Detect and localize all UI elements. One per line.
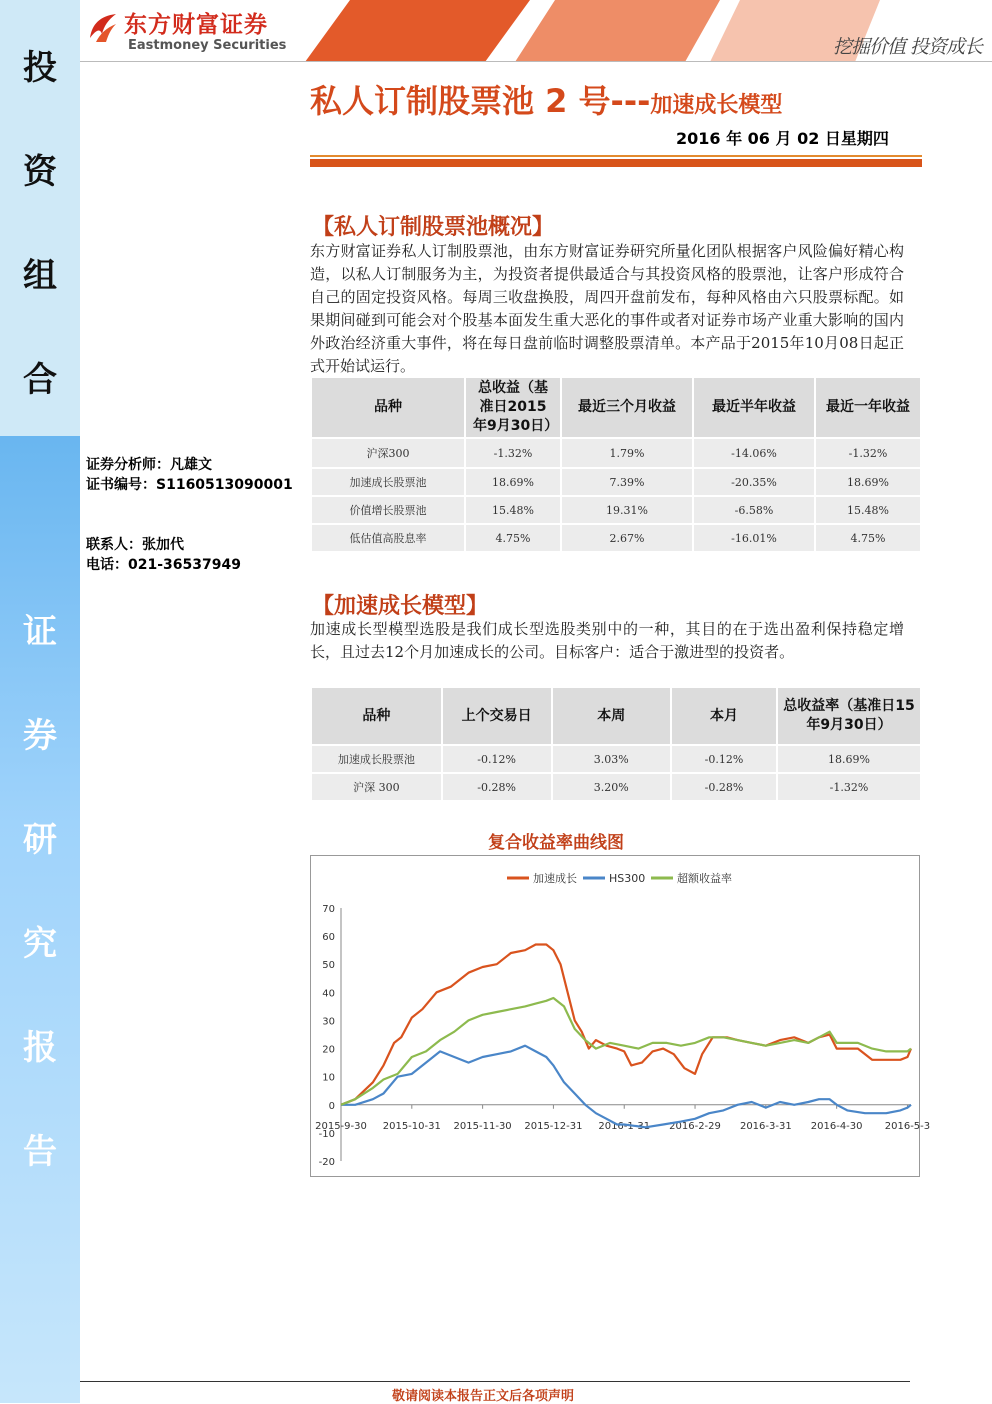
legend-label: 超额收益率 bbox=[677, 872, 732, 885]
table-header-cell: 上个交易日 bbox=[442, 687, 552, 745]
footer-disclaimer: 敬请阅读本报告正文后各项声明 bbox=[392, 1389, 575, 1404]
y-tick-label: 10 bbox=[322, 1072, 335, 1084]
sidebar-char: 投 bbox=[23, 48, 57, 88]
x-tick-label: 2015-11-30 bbox=[453, 1120, 512, 1132]
series-line-2 bbox=[341, 998, 911, 1105]
table-cell: -16.01% bbox=[693, 524, 815, 552]
sidebar-char: 资 bbox=[23, 152, 57, 192]
table-cell: 15.48% bbox=[465, 496, 561, 524]
table-cell: 7.39% bbox=[561, 468, 693, 496]
table-cell: 2.67% bbox=[561, 524, 693, 552]
x-tick-label: 2016-4-30 bbox=[810, 1120, 863, 1132]
x-tick-label: 2016-5-3 bbox=[884, 1120, 931, 1132]
table-cell: 沪深 300 bbox=[311, 773, 442, 801]
y-tick-label: 30 bbox=[322, 1016, 335, 1028]
table-cell: -1.32% bbox=[777, 773, 921, 801]
table-cell: 18.69% bbox=[777, 745, 921, 773]
table-header-row bbox=[311, 377, 921, 438]
y-tick-label: 70 bbox=[322, 904, 335, 915]
sidebar-char: 研 bbox=[23, 820, 57, 860]
page-subtitle: 加速成长模型 bbox=[650, 93, 783, 118]
sidebar-char: 证 bbox=[23, 612, 57, 652]
contact-name: 联系人：张加代 bbox=[86, 537, 184, 553]
table-cell: -6.58% bbox=[693, 496, 815, 524]
table-cell: 19.31% bbox=[561, 496, 693, 524]
brand-name-cn: 东方财富证券 bbox=[124, 12, 268, 38]
report-date: 2016 年 06 月 02 日星期四 bbox=[676, 129, 889, 148]
return-line-chart bbox=[311, 856, 931, 1176]
table-row bbox=[311, 773, 921, 801]
table-cell: 加速成长股票池 bbox=[311, 468, 465, 496]
table-cell: 沪深300 bbox=[311, 438, 465, 468]
table-cell: 18.69% bbox=[465, 468, 561, 496]
x-tick-label: 2015-12-31 bbox=[524, 1120, 583, 1132]
overview-table bbox=[310, 376, 922, 553]
series-line-1 bbox=[341, 1046, 911, 1128]
y-tick-label: 50 bbox=[322, 960, 335, 972]
contact-phone: 电话：021-36537949 bbox=[86, 557, 241, 573]
title-rule-thin bbox=[310, 155, 922, 157]
table-cell: -20.35% bbox=[693, 468, 815, 496]
table-header-cell: 本月 bbox=[671, 687, 777, 745]
table-header-cell: 总收益（基准日2015年9月30日） bbox=[465, 377, 561, 438]
title-rule-thick bbox=[310, 159, 922, 167]
chart-title: 复合收益率曲线图 bbox=[488, 833, 624, 853]
y-tick-label: 60 bbox=[322, 932, 335, 944]
brand-logo-icon bbox=[86, 10, 120, 44]
y-tick-label: 20 bbox=[322, 1044, 335, 1056]
analyst-cert: 证书编号：S1160513090001 bbox=[86, 477, 293, 493]
table-cell: -1.32% bbox=[815, 438, 921, 468]
table-cell: -0.28% bbox=[671, 773, 777, 801]
footer-divider bbox=[80, 1381, 910, 1382]
table-cell: -0.12% bbox=[442, 745, 552, 773]
table-header-cell: 品种 bbox=[311, 377, 465, 438]
x-tick-label: 2016-2-29 bbox=[669, 1120, 721, 1132]
model-table bbox=[310, 686, 922, 802]
slogan: 挖掘价值 投资成长 bbox=[832, 36, 982, 58]
sidebar-char: 告 bbox=[23, 1132, 57, 1172]
table-header-cell: 最近半年收益 bbox=[693, 377, 815, 438]
table-cell: -0.12% bbox=[671, 745, 777, 773]
y-tick-label: -20 bbox=[318, 1157, 335, 1168]
table-header-cell: 本周 bbox=[552, 687, 671, 745]
brand-name-en: Eastmoney Securities bbox=[128, 38, 287, 53]
table-row bbox=[311, 524, 921, 552]
sidebar-char: 报 bbox=[23, 1028, 57, 1068]
chart-frame bbox=[310, 855, 931, 1177]
table-row bbox=[311, 496, 921, 524]
sidebar-char: 合 bbox=[23, 360, 57, 400]
x-tick-label: 2016-1-31 bbox=[598, 1120, 651, 1132]
table-cell: -1.32% bbox=[465, 438, 561, 468]
table-cell: -0.28% bbox=[442, 773, 552, 801]
sidebar-char: 券 bbox=[23, 716, 57, 756]
table-row bbox=[311, 745, 921, 773]
header-divider bbox=[80, 61, 992, 62]
table-cell: 低估值高股息率 bbox=[311, 524, 465, 552]
series-line-0 bbox=[341, 945, 911, 1105]
analyst-name: 证券分析师：凡雄文 bbox=[86, 457, 212, 473]
legend-label: HS300 bbox=[609, 872, 646, 885]
table-header-cell: 品种 bbox=[311, 687, 442, 745]
table-cell: 4.75% bbox=[815, 524, 921, 552]
x-tick-label: 2015-10-31 bbox=[382, 1120, 441, 1132]
table-cell: 价值增长股票池 bbox=[311, 496, 465, 524]
table-header-cell: 最近三个月收益 bbox=[561, 377, 693, 438]
table-header-cell: 最近一年收益 bbox=[815, 377, 921, 438]
y-tick-label: 0 bbox=[328, 1100, 335, 1112]
table-cell: 4.75% bbox=[465, 524, 561, 552]
model-text: 加速成长型模型选股是我们成长型选股类别中的一种，其目的在于选出盈利保持稳定增长，且过去12个月加速成长的公司。目标客户：适合于激进型的投资者。 bbox=[310, 620, 904, 661]
legend-label: 加速成长 bbox=[533, 872, 577, 885]
overview-heading: 【私人订制股票池概况】 bbox=[312, 215, 555, 240]
sidebar-char: 究 bbox=[23, 924, 57, 964]
y-tick-label: 40 bbox=[322, 988, 335, 1000]
overview-text: 东方财富证券私人订制股票池，由东方财富证券研究所量化团队根据客户风险偏好精心构造，以私人订制服务为主，为投资者提供最适合与其投资风格的股票池，让客户形成符合自己的固定投资风格。每周三收盘换股，周四开盘前发布，每种风格由六只股票标配。如果期间碰到可能会对个股基本面发生重大恶化的事件或者对证券市场产业重大影响的国内外政治经济重大事件，将在每日盘前临时调整股票清单。本产品于2015年10月08日起正式开始试运行。 bbox=[310, 242, 904, 375]
table-header-row bbox=[311, 687, 921, 745]
x-tick-label: 2016-3-31 bbox=[739, 1120, 792, 1132]
table-row bbox=[311, 468, 921, 496]
table-row bbox=[311, 438, 921, 468]
table-cell: 18.69% bbox=[815, 468, 921, 496]
table-cell: -14.06% bbox=[693, 438, 815, 468]
table-cell: 3.20% bbox=[552, 773, 671, 801]
model-heading: 【加速成长模型】 bbox=[312, 594, 489, 619]
table-header-cell: 总收益率（基准日15年9月30日） bbox=[777, 687, 921, 745]
table-cell: 3.03% bbox=[552, 745, 671, 773]
table-cell: 15.48% bbox=[815, 496, 921, 524]
table-cell: 1.79% bbox=[561, 438, 693, 468]
sidebar-char: 组 bbox=[23, 256, 57, 296]
page-title: 私人订制股票池 2 号---加速成长模型 bbox=[310, 82, 783, 120]
x-tick-label: 2015-9-30 bbox=[315, 1120, 367, 1132]
y-tick-label: -10 bbox=[318, 1128, 335, 1140]
table-cell: 加速成长股票池 bbox=[311, 745, 442, 773]
